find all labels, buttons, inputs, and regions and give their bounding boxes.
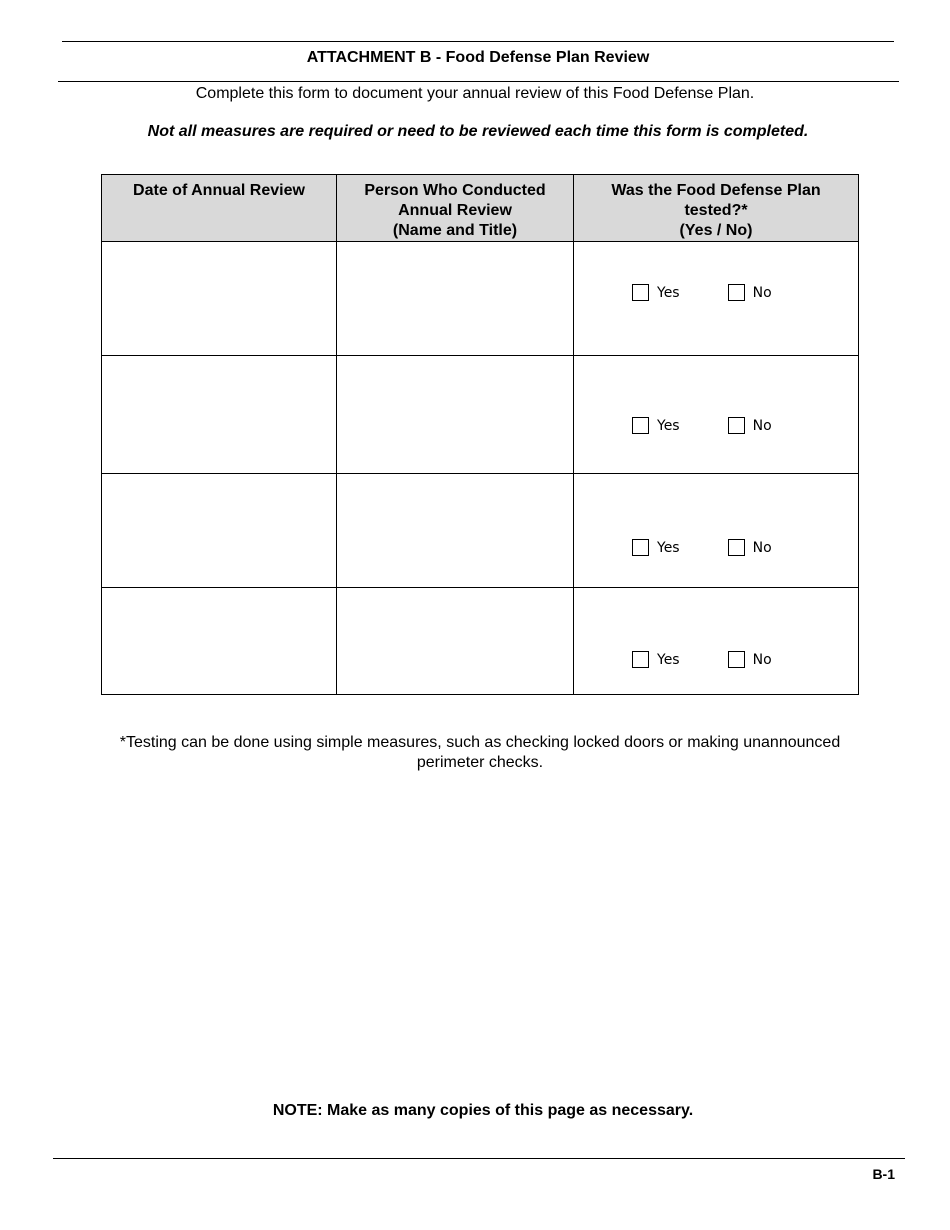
- column-header-person-line: Person Who Conducted: [364, 182, 546, 199]
- column-header-person-line: (Name and Title): [392, 222, 518, 239]
- column-header-tested-line: Was the Food Defense Plan: [611, 182, 821, 199]
- yes-checkbox[interactable]: [632, 417, 649, 434]
- table-row: [102, 474, 859, 588]
- date-cell[interactable]: [102, 242, 337, 356]
- column-header-tested: [574, 175, 859, 242]
- yes-checkbox[interactable]: [632, 651, 649, 668]
- no-label: No: [752, 651, 772, 668]
- person-cell[interactable]: [337, 588, 574, 695]
- header-top-rule: [62, 41, 894, 42]
- copies-note: NOTE: Make as many copies of this page as necessary.: [272, 1102, 694, 1119]
- date-cell[interactable]: [102, 474, 337, 588]
- person-cell[interactable]: [337, 474, 574, 588]
- yes-label: Yes: [657, 539, 680, 556]
- tested-cell: [574, 356, 859, 474]
- no-checkbox[interactable]: [728, 539, 745, 556]
- yes-checkbox[interactable]: [632, 539, 649, 556]
- yes-label: Yes: [657, 651, 680, 668]
- column-header-person-line: Annual Review: [398, 202, 512, 219]
- page-number: B-1: [872, 1166, 895, 1182]
- date-cell[interactable]: [102, 356, 337, 474]
- intro-emphasis: Not all measures are required or need to be reviewed each time this form is completed.: [147, 123, 809, 140]
- no-label: No: [752, 539, 772, 556]
- page-title: ATTACHMENT B - Food Defense Plan Review: [306, 49, 650, 66]
- yes-checkbox[interactable]: [632, 284, 649, 301]
- table-row: [102, 588, 859, 695]
- no-label: No: [752, 284, 772, 301]
- date-cell[interactable]: [102, 588, 337, 695]
- yes-label: Yes: [657, 417, 680, 434]
- column-header-person: [337, 175, 574, 242]
- intro-instruction: Complete this form to document your annual review of this Food Defense Plan.: [195, 85, 755, 102]
- annual-review-table: [101, 174, 859, 695]
- header-bottom-rule: [58, 81, 899, 82]
- column-header-date-line: Date of Annual Review: [133, 182, 305, 199]
- table-row: [102, 242, 859, 356]
- no-label: No: [752, 417, 772, 434]
- footer-rule: [53, 1158, 905, 1159]
- tested-cell: [574, 588, 859, 695]
- tested-cell: [574, 474, 859, 588]
- column-header-tested-line: tested?*: [684, 202, 748, 219]
- column-header-date: [102, 175, 337, 242]
- person-cell[interactable]: [337, 242, 574, 356]
- table-header-row: [102, 175, 859, 242]
- tested-cell: [574, 242, 859, 356]
- no-checkbox[interactable]: [728, 651, 745, 668]
- no-checkbox[interactable]: [728, 417, 745, 434]
- yes-label: Yes: [657, 284, 680, 301]
- no-checkbox[interactable]: [728, 284, 745, 301]
- person-cell[interactable]: [337, 356, 574, 474]
- testing-footnote: *Testing can be done using simple measures, such as checking locked doors or making unannounced perimeter checks.: [119, 734, 841, 771]
- column-header-tested-line: (Yes / No): [679, 222, 753, 239]
- table-row: [102, 356, 859, 474]
